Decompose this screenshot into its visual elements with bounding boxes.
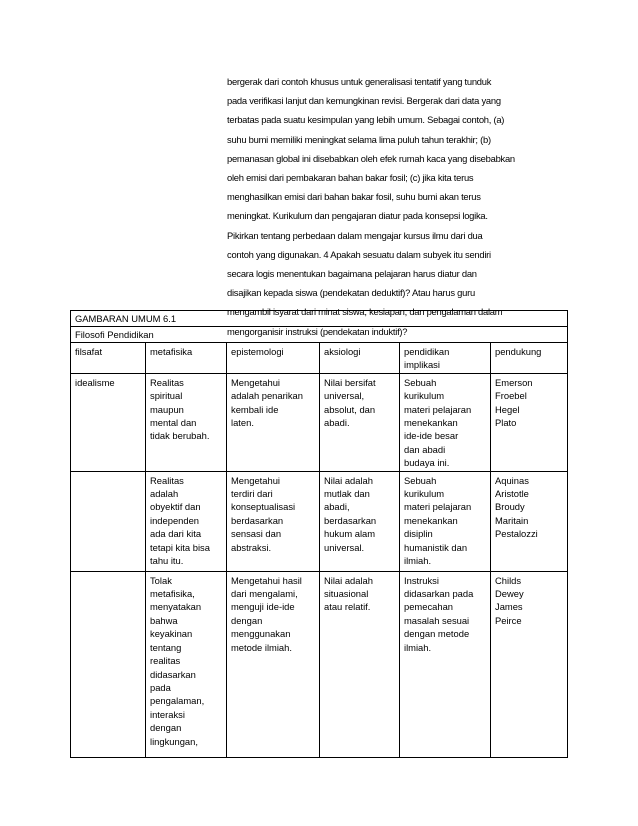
cell-text: Emerson	[495, 376, 533, 388]
cell-text: realitas	[150, 655, 181, 667]
cell-text: Pestalozzi	[495, 528, 538, 540]
cell-text: Peirce	[495, 614, 522, 626]
cell-text: Childs	[495, 574, 522, 586]
cell-text: Instruksi	[404, 574, 439, 586]
table-cell	[146, 471, 227, 571]
paragraph-line: Pikirkan tentang perbedaan dalam mengajar kursus ilmu dari dua	[227, 229, 483, 241]
cell-text: didasarkan	[150, 668, 196, 680]
paragraph-line: pada verifikasi lanjut dan kemungkinan revisi. Bergerak dari data yang	[227, 95, 501, 107]
cell-text: aksiologi	[324, 346, 361, 357]
cell-text: materi pelajaran	[404, 403, 472, 415]
paragraph-line: oleh emisi dari pembakaran bahan bakar fosil; (c) jika kita terus	[227, 172, 474, 184]
column-header	[491, 343, 568, 374]
cell-text: ide-ide besar	[404, 430, 459, 442]
cell-text: dengan	[231, 614, 263, 626]
column-header	[320, 343, 400, 374]
column-header	[227, 343, 320, 374]
cell-text: tahu itu.	[150, 555, 184, 567]
cell-text: pemecahan	[404, 601, 453, 613]
cell-text: pada	[150, 681, 171, 693]
cell-text: kembali ide	[231, 403, 279, 415]
paragraph-line: pemanasan global ini disebabkan oleh efek rumah kaca yang disebabkan	[227, 152, 515, 164]
cell-text: budaya ini.	[404, 457, 450, 469]
table-cell	[71, 373, 146, 471]
cell-text: hukum alam	[324, 528, 376, 540]
table-row	[71, 471, 568, 571]
cell-text: Dewey	[495, 588, 524, 600]
cell-text: Broudy	[495, 501, 525, 513]
cell-text: absolut, dan	[324, 403, 376, 415]
cell-text: humanistik dan	[404, 541, 468, 553]
cell-text: implikasi	[404, 359, 440, 371]
table-cell	[71, 471, 146, 571]
cell-text: dengan	[150, 722, 182, 734]
cell-text: maupun	[150, 403, 184, 415]
cell-text: Froebel	[495, 390, 527, 402]
column-header	[400, 343, 491, 374]
column-header	[146, 343, 227, 374]
cell-text: didasarkan pada	[404, 588, 474, 600]
cell-text: metode ilmiah.	[231, 641, 292, 653]
table-row	[71, 373, 568, 471]
cell-text: menguji ide-ide	[231, 601, 295, 613]
cell-text: masalah sesuai	[404, 614, 470, 626]
table-subtitle-row	[71, 327, 568, 343]
table-cell	[320, 571, 400, 757]
cell-text: pendidikan	[404, 346, 450, 357]
cell-text: epistemologi	[231, 346, 284, 357]
cell-text: keyakinan	[150, 628, 193, 640]
cell-text: ada dari kita	[150, 528, 202, 540]
cell-text: adalah penarikan	[231, 390, 303, 402]
cell-text: universal,	[324, 390, 365, 402]
overview-table	[70, 310, 568, 758]
cell-text: obyektif dan	[150, 501, 201, 513]
table-cell	[320, 471, 400, 571]
table-cell	[146, 373, 227, 471]
table-cell	[491, 571, 568, 757]
table-row	[71, 571, 568, 757]
table-cell	[400, 373, 491, 471]
cell-text: Plato	[495, 417, 517, 429]
cell-text: dari mengalami,	[231, 588, 298, 600]
paragraph-line: terbatas pada suatu kesimpulan yang lebih umum. Sebagai contoh, (a)	[227, 114, 505, 126]
cell-text: universal.	[324, 541, 365, 553]
cell-text: Sebuah	[404, 474, 437, 486]
table-cell	[227, 373, 320, 471]
cell-text: kurikulum	[404, 390, 445, 402]
cell-text: Nilai bersifat	[324, 376, 376, 388]
cell-text: abadi.	[324, 417, 350, 429]
cell-text: materi pelajaran	[404, 501, 472, 513]
table-title: GAMBARAN UMUM 6.1	[71, 311, 568, 327]
cell-text: abadi,	[324, 501, 350, 513]
paragraph-line: secara logis menentukan bagaimana pelajaran harus diatur dan	[227, 268, 477, 280]
cell-text: bahwa	[150, 614, 178, 626]
cell-text: tetapi kita bisa	[150, 541, 210, 553]
table-cell	[227, 471, 320, 571]
cell-text: Nilai adalah	[324, 474, 373, 486]
cell-text: berdasarkan	[231, 514, 284, 526]
table-header-row	[71, 343, 568, 374]
cell-text: Sebuah	[404, 376, 437, 388]
paragraph-line: menghasilkan emisi dari bahan bakar fosil, suhu bumi akan terus	[227, 191, 481, 203]
cell-text: interaksi	[150, 708, 185, 720]
cell-text: idealisme	[75, 376, 115, 388]
cell-text: lingkungan,	[150, 735, 198, 747]
table-cell	[400, 571, 491, 757]
cell-text: dengan metode	[404, 628, 470, 640]
cell-text: pengalaman,	[150, 695, 205, 707]
paragraph-line: contoh yang digunakan. 4 Apakah sesuatu dalam subyek itu sendiri	[227, 248, 491, 260]
cell-text: konseptualisasi	[231, 501, 296, 513]
cell-text: adalah	[150, 488, 179, 500]
cell-text: berdasarkan	[324, 514, 377, 526]
paragraph-line: meningkat. Kurikulum dan pengajaran diatur pada konsepsi logika.	[227, 210, 488, 222]
cell-text: filsafat	[75, 346, 103, 357]
cell-text: Mengetahui	[231, 474, 280, 486]
cell-text: pendukung	[495, 346, 542, 357]
cell-text: menggunakan	[231, 628, 291, 640]
cell-text: terdiri dari	[231, 488, 273, 500]
table-cell	[400, 471, 491, 571]
cell-text: Realitas	[150, 376, 184, 388]
column-header	[71, 343, 146, 374]
cell-text: tidak berubah.	[150, 430, 210, 442]
cell-text: menekankan	[404, 514, 458, 526]
table-cell	[71, 571, 146, 757]
cell-text: mental dan	[150, 417, 197, 429]
cell-text: situasional	[324, 588, 369, 600]
cell-text: spiritual	[150, 390, 183, 402]
cell-text: atau relatif.	[324, 601, 371, 613]
paragraph-line: bergerak dari contoh khusus untuk generalisasi tentatif yang tunduk	[227, 76, 492, 87]
cell-text: menekankan	[404, 417, 458, 429]
cell-text: disiplin	[404, 528, 433, 540]
paragraph-line: disajikan kepada siswa (pendekatan deduktif)? Atau harus guru	[227, 287, 475, 299]
table-cell	[320, 373, 400, 471]
cell-text: Realitas	[150, 474, 184, 486]
cell-text: Aristotle	[495, 488, 529, 500]
table-subtitle: Filosofi Pendidikan	[71, 327, 568, 343]
cell-text: ilmiah.	[404, 641, 432, 653]
cell-text: menyatakan	[150, 601, 202, 613]
paragraph-line: suhu bumi memiliki meningkat selama lima puluh tahun terakhir; (b)	[227, 133, 491, 145]
cell-text: James	[495, 601, 523, 613]
cell-text: Maritain	[495, 514, 529, 526]
cell-text: tentang	[150, 641, 182, 653]
cell-text: laten.	[231, 417, 254, 429]
cell-text: dan abadi	[404, 443, 446, 455]
cell-text: Tolak	[150, 574, 172, 586]
table-cell	[491, 471, 568, 571]
cell-text: metafisika	[150, 346, 193, 357]
cell-text: independen	[150, 514, 200, 526]
table-title-row	[71, 311, 568, 327]
paragraph-line: mengambil isyarat dari minat siswa, kesiapan, dan pengalaman dalam	[227, 306, 503, 318]
cell-text: metafisika,	[150, 588, 195, 600]
table-cell	[227, 571, 320, 757]
table-cell	[146, 571, 227, 757]
cell-text: ilmiah.	[404, 555, 432, 567]
paragraph-line: mengorganisir instruksi (pendekatan induktif)?	[227, 325, 408, 337]
cell-text: Hegel	[495, 403, 520, 415]
cell-text: Aquinas	[495, 474, 529, 486]
cell-text: abstraksi.	[231, 541, 272, 553]
cell-text: sensasi dan	[231, 528, 282, 540]
cell-text: kurikulum	[404, 488, 445, 500]
cell-text: mutlak dan	[324, 488, 370, 500]
cell-text: Nilai adalah	[324, 574, 373, 586]
cell-text: Mengetahui hasil	[231, 574, 302, 586]
table-cell	[491, 373, 568, 471]
cell-text: Mengetahui	[231, 376, 280, 388]
body-paragraph	[227, 72, 577, 341]
